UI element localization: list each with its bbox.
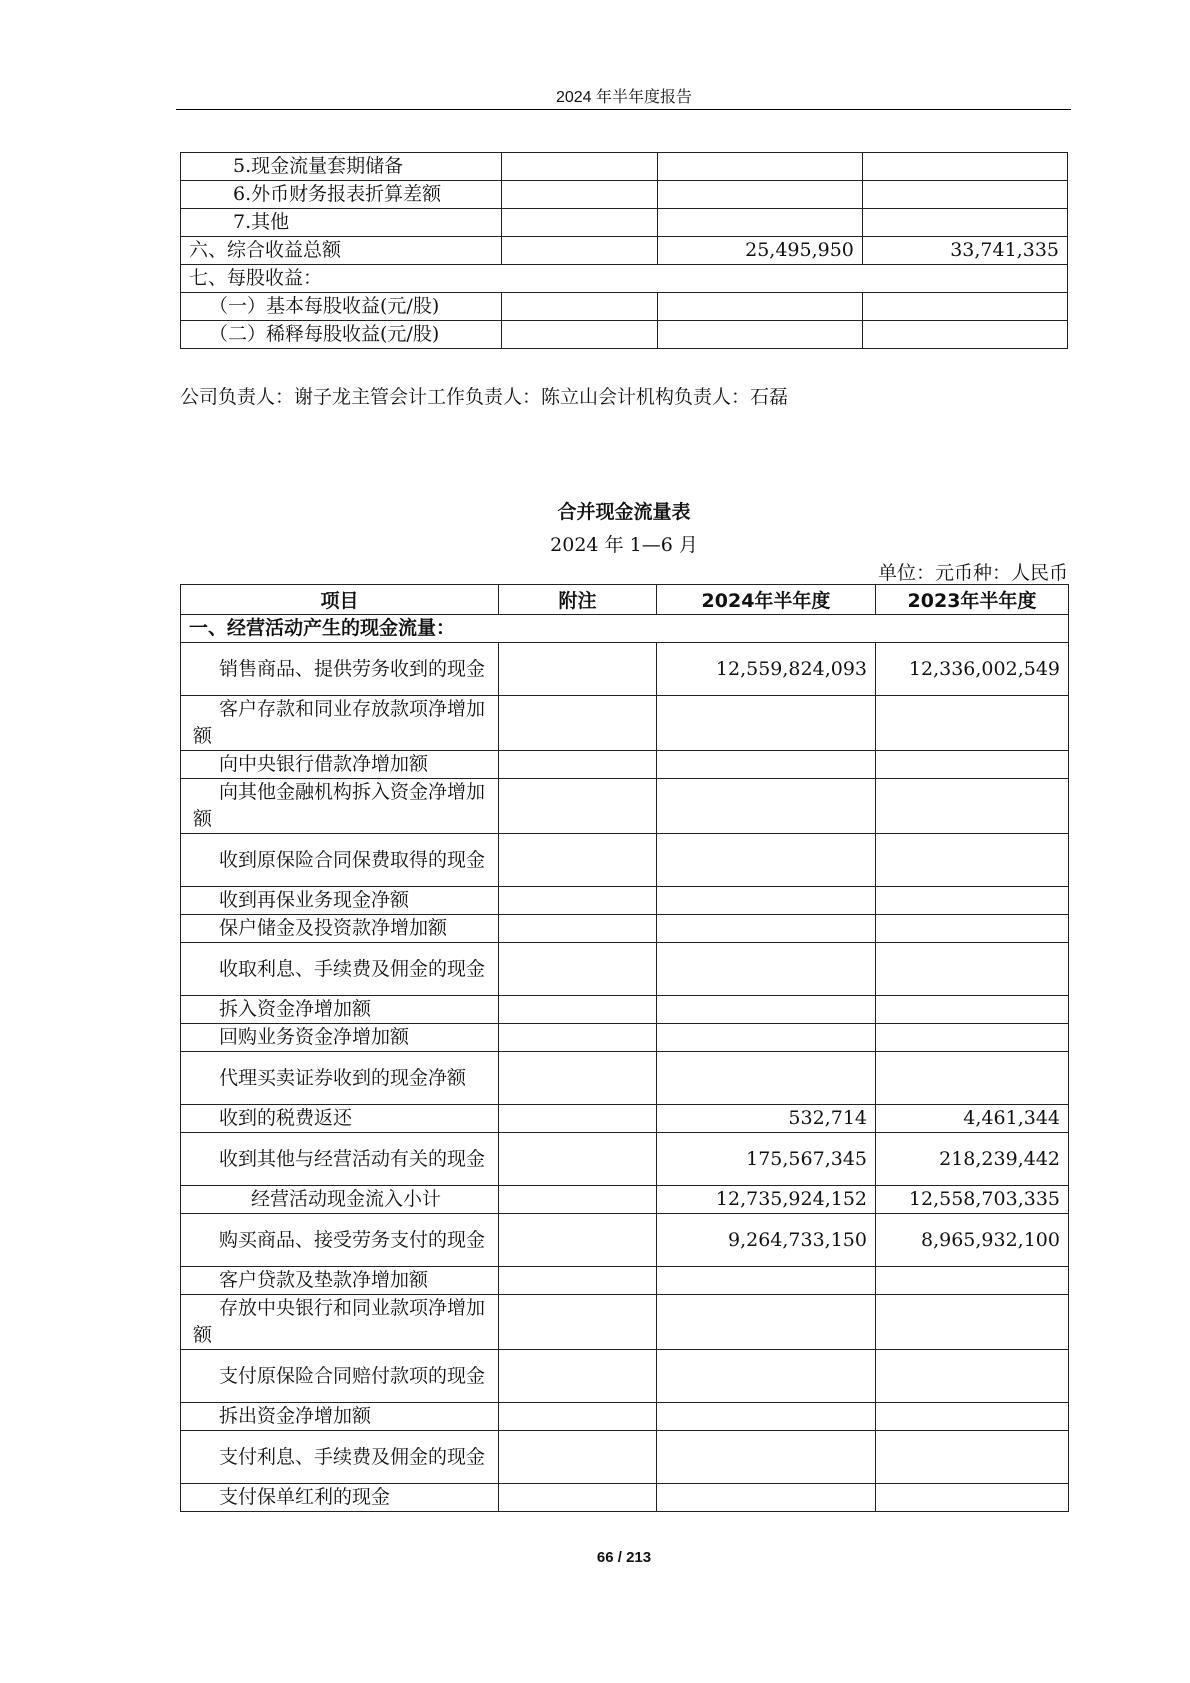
row-label: 6.外币财务报表折算差额 — [181, 181, 502, 209]
value-2023 — [862, 153, 1067, 181]
value-2024 — [657, 996, 876, 1024]
table-row — [181, 209, 1068, 237]
income-statement-table-continued — [180, 152, 1068, 349]
note-cell — [502, 293, 658, 321]
row-label-text: 向其他金融机构拆入资金净增加额 — [193, 781, 486, 830]
row-label — [181, 1105, 499, 1133]
value-2023 — [862, 209, 1067, 237]
table-row — [181, 321, 1068, 349]
row-label — [181, 751, 499, 779]
table-row — [181, 1350, 1069, 1403]
note-cell — [499, 834, 657, 887]
value-2023 — [876, 834, 1069, 887]
row-label — [181, 643, 499, 696]
value-2023 — [876, 779, 1069, 834]
table-header-row — [181, 585, 1069, 615]
note-cell — [499, 1350, 657, 1403]
value-2024: 175,567,345 — [657, 1133, 876, 1186]
table-row — [181, 181, 1068, 209]
row-label — [181, 1403, 499, 1431]
table-row — [181, 779, 1069, 834]
table-row — [181, 1024, 1069, 1052]
row-label — [181, 1024, 499, 1052]
note-cell — [499, 1295, 657, 1350]
responsible-persons-line: 公司负责人：谢子龙主管会计工作负责人：陈立山会计机构负责人：石磊 — [180, 386, 789, 408]
row-label-text: 支付利息、手续费及佣金的现金 — [219, 1445, 486, 1468]
row-label — [181, 1133, 499, 1186]
row-label-text: 拆入资金净增加额 — [219, 998, 372, 1020]
table-row — [181, 265, 1068, 293]
note-cell — [499, 1214, 657, 1267]
value-2024 — [657, 181, 862, 209]
header-rule — [176, 109, 1071, 110]
table-row — [181, 1403, 1069, 1431]
note-cell — [502, 237, 658, 265]
note-cell — [499, 751, 657, 779]
table-row — [181, 996, 1069, 1024]
row-label — [181, 1052, 499, 1105]
table-row — [181, 751, 1069, 779]
note-cell — [499, 1484, 657, 1512]
table-row — [181, 237, 1068, 265]
row-label — [181, 696, 499, 751]
row-label-text: 支付原保险合同赔付款项的现金 — [219, 1364, 486, 1387]
value-2023 — [876, 915, 1069, 943]
table-row — [181, 1431, 1069, 1484]
note-cell — [499, 1267, 657, 1295]
row-label-text: 收到再保业务现金净额 — [219, 889, 410, 911]
table-row — [181, 887, 1069, 915]
value-2023 — [876, 1295, 1069, 1350]
row-label — [181, 1484, 499, 1512]
row-label-text: 经营活动现金流入小计 — [251, 1188, 442, 1210]
row-label-text: 支付保单红利的现金 — [219, 1486, 391, 1508]
row-label: 5.现金流量套期储备 — [181, 153, 502, 181]
note-cell — [499, 1105, 657, 1133]
value-2023 — [862, 293, 1067, 321]
note-cell — [502, 321, 658, 349]
table-row — [181, 834, 1069, 887]
column-header-2023: 2023年半年度 — [876, 585, 1069, 615]
value-2024 — [657, 1267, 876, 1295]
note-cell — [502, 153, 658, 181]
row-label-text: 代理买卖证券收到的现金净额 — [219, 1066, 467, 1089]
row-label — [181, 1267, 499, 1295]
value-2023: 8,965,932,100 — [876, 1214, 1069, 1267]
row-label: （一）基本每股收益(元/股) — [181, 293, 502, 321]
table-row — [181, 943, 1069, 996]
row-label-text: 收到其他与经营活动有关的现金 — [219, 1147, 486, 1170]
value-2023 — [876, 1431, 1069, 1484]
section-row — [181, 615, 1069, 643]
row-label-text: 保户储金及投资款净增加额 — [219, 917, 448, 939]
value-2024 — [657, 1350, 876, 1403]
column-header-2024: 2024年半年度 — [657, 585, 876, 615]
note-cell — [499, 915, 657, 943]
note-cell — [499, 643, 657, 696]
table-row — [181, 1295, 1069, 1350]
value-2024 — [657, 1484, 876, 1512]
row-label-text: 收到原保险合同保费取得的现金 — [219, 848, 486, 871]
row-label-text: 存放中央银行和同业款项净增加额 — [193, 1297, 486, 1346]
note-cell — [499, 1052, 657, 1105]
value-2024 — [657, 321, 862, 349]
value-2023 — [876, 1484, 1069, 1512]
value-2024 — [657, 1024, 876, 1052]
note-cell — [499, 1431, 657, 1484]
note-cell — [502, 181, 658, 209]
row-label — [181, 779, 499, 834]
value-2024: 12,559,824,093 — [657, 643, 876, 696]
table-row — [181, 1105, 1069, 1133]
value-2023 — [876, 943, 1069, 996]
row-label — [181, 1214, 499, 1267]
row-label-text: 客户存款和同业存放款项净增加额 — [193, 698, 486, 747]
column-header-note: 附注 — [499, 585, 657, 615]
value-2023 — [876, 996, 1069, 1024]
value-2023 — [876, 1024, 1069, 1052]
value-2023: 218,239,442 — [876, 1133, 1069, 1186]
value-2024 — [657, 834, 876, 887]
value-2024 — [657, 887, 876, 915]
row-label-text: 回购业务资金净增加额 — [219, 1026, 410, 1048]
row-label-text: 拆出资金净增加额 — [219, 1405, 372, 1427]
row-label-text: 收取利息、手续费及佣金的现金 — [219, 957, 486, 980]
statement-period: 2024 年 1—6 月 — [550, 534, 698, 556]
value-2024: 532,714 — [657, 1105, 876, 1133]
row-label: （二）稀释每股收益(元/股) — [181, 321, 502, 349]
value-2024 — [657, 943, 876, 996]
value-2023 — [876, 1403, 1069, 1431]
row-label — [181, 1295, 499, 1350]
value-2023 — [862, 321, 1067, 349]
row-label-text: 购买商品、接受劳务支付的现金 — [219, 1228, 486, 1251]
table-row — [181, 153, 1068, 181]
currency-unit: 单位：元币种：人民币 — [877, 562, 1068, 584]
value-2023 — [876, 1052, 1069, 1105]
section-heading: 一、经营活动产生的现金流量： — [181, 615, 1069, 643]
note-cell — [499, 1024, 657, 1052]
row-label-text: 向中央银行借款净增加额 — [219, 753, 429, 775]
value-2023: 12,558,703,335 — [876, 1186, 1069, 1214]
value-2023 — [876, 696, 1069, 751]
statement-title: 合并现金流量表 — [557, 501, 691, 523]
row-label: 七、每股收益： — [181, 265, 1068, 293]
value-2023: 33,741,335 — [862, 237, 1067, 265]
row-label — [181, 887, 499, 915]
value-2024 — [657, 915, 876, 943]
row-label — [181, 1431, 499, 1484]
value-2024 — [657, 696, 876, 751]
row-label — [181, 834, 499, 887]
note-cell — [499, 887, 657, 915]
value-2024: 25,495,950 — [657, 237, 862, 265]
table-row — [181, 1052, 1069, 1105]
note-cell — [499, 1186, 657, 1214]
value-2024 — [657, 1295, 876, 1350]
table-row — [181, 1484, 1069, 1512]
table-row — [181, 293, 1068, 321]
page-header: 2024 年半年度报告 — [555, 89, 693, 106]
row-label: 7.其他 — [181, 209, 502, 237]
row-label: 六、综合收益总额 — [181, 237, 502, 265]
note-cell — [499, 696, 657, 751]
value-2024: 12,735,924,152 — [657, 1186, 876, 1214]
value-2024: 9,264,733,150 — [657, 1214, 876, 1267]
value-2023: 4,461,344 — [876, 1105, 1069, 1133]
value-2024 — [657, 1403, 876, 1431]
row-label — [181, 1350, 499, 1403]
note-cell — [499, 1403, 657, 1431]
value-2023 — [876, 887, 1069, 915]
value-2024 — [657, 153, 862, 181]
value-2024 — [657, 751, 876, 779]
row-label — [181, 996, 499, 1024]
note-cell — [499, 1133, 657, 1186]
value-2023 — [876, 751, 1069, 779]
row-label — [181, 1186, 499, 1214]
table-row — [181, 1186, 1069, 1214]
row-label — [181, 943, 499, 996]
note-cell — [499, 996, 657, 1024]
value-2023 — [876, 1267, 1069, 1295]
table-row — [181, 696, 1069, 751]
row-label-text: 销售商品、提供劳务收到的现金 — [219, 657, 486, 680]
note-cell — [502, 209, 658, 237]
table-row — [181, 643, 1069, 696]
note-cell — [499, 779, 657, 834]
table-row — [181, 1133, 1069, 1186]
row-label-text: 客户贷款及垫款净增加额 — [219, 1269, 429, 1291]
table-row — [181, 1267, 1069, 1295]
column-header-item: 项目 — [181, 585, 499, 615]
value-2024 — [657, 209, 862, 237]
value-2023: 12,336,002,549 — [876, 643, 1069, 696]
value-2024 — [657, 1052, 876, 1105]
value-2023 — [862, 181, 1067, 209]
value-2024 — [657, 293, 862, 321]
table-row — [181, 1214, 1069, 1267]
value-2024 — [657, 1431, 876, 1484]
value-2023 — [876, 1350, 1069, 1403]
note-cell — [499, 943, 657, 996]
row-label — [181, 915, 499, 943]
value-2024 — [657, 779, 876, 834]
page-number: 66 / 213 — [596, 1549, 652, 1566]
table-row — [181, 915, 1069, 943]
cash-flow-table — [180, 584, 1069, 1512]
row-label-text: 收到的税费返还 — [219, 1107, 353, 1129]
